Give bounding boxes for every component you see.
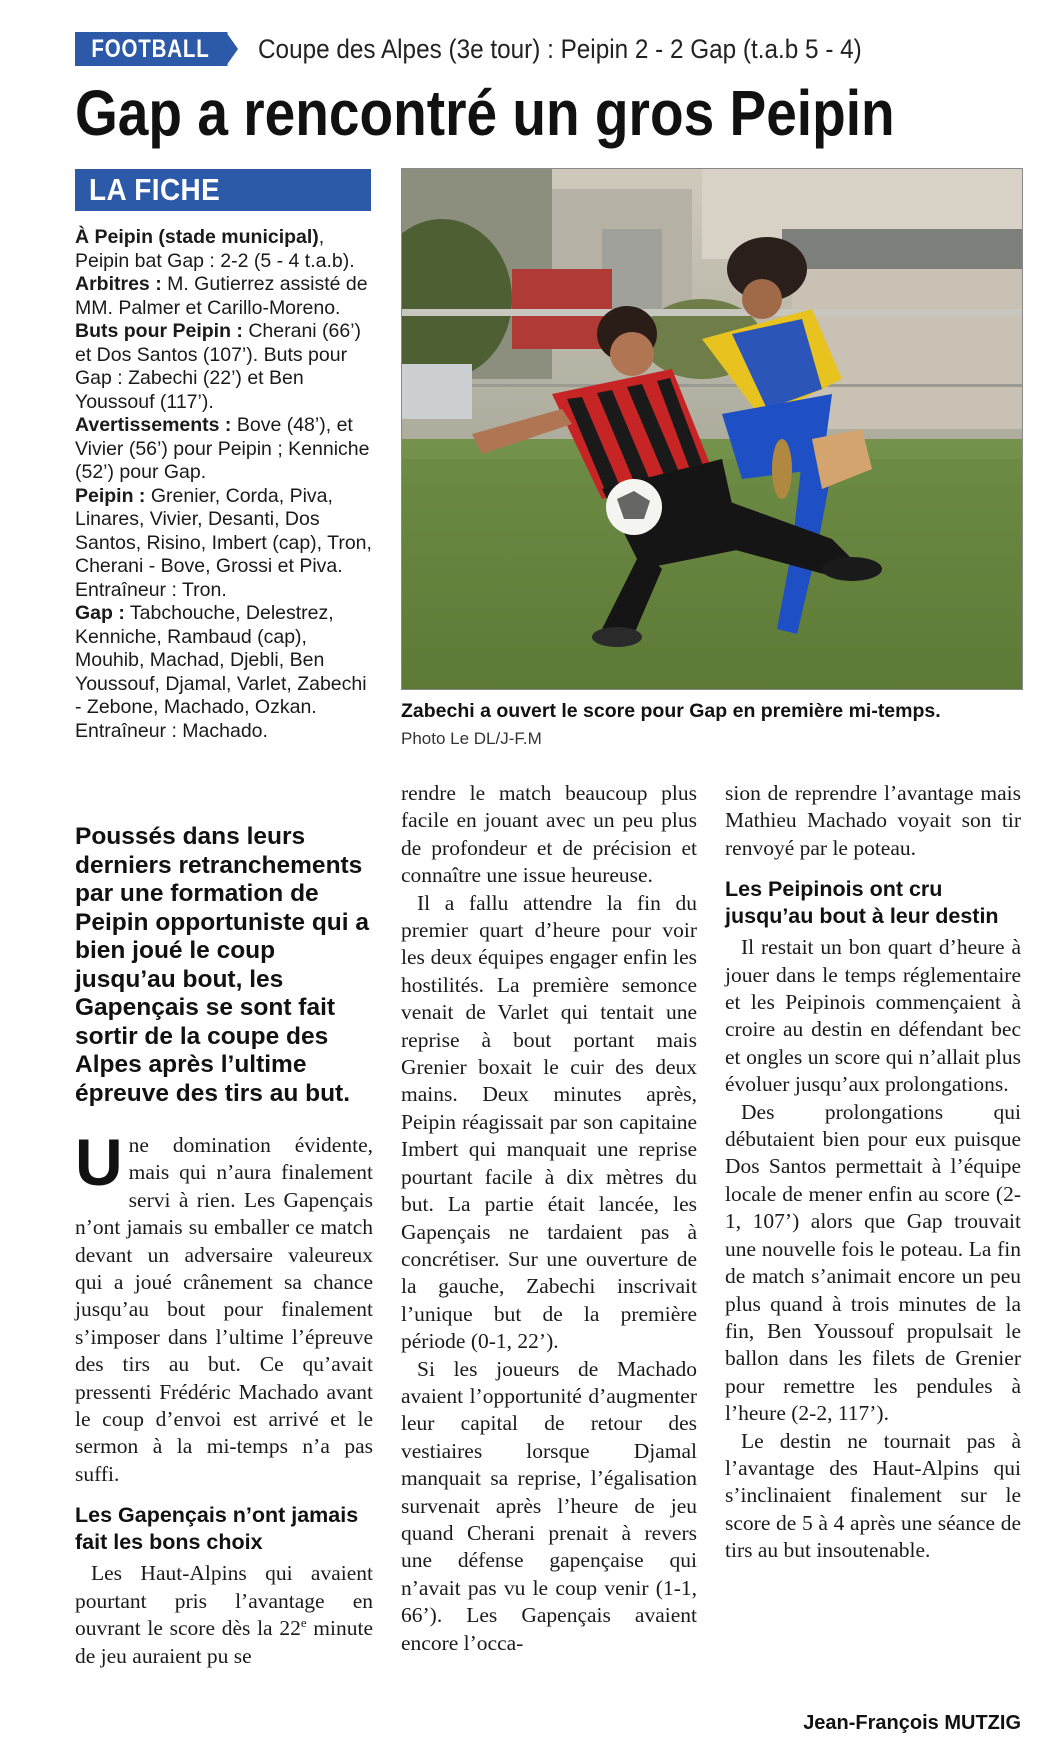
- article-column-3: [725, 780, 1021, 1565]
- fiche-line: Avertissements : Bove (48’), et Vivier (56’) pour Peipin ; Kenniche (52’) pour Gap.: [75, 414, 370, 483]
- article-paragraph: Il restait un bon quart d’heure à jouer dans le temps réglementaire et les Peipinois commençaient à croire au destin en défendant bec et ongles un score qui n’allait plus évoluer jusqu’aux prolongations.: [725, 935, 1021, 1097]
- article-paragraph: Des prolongations qui débutaient bien pour eux puisque Dos Santos permettait à l’équipe locale de mener enfin au score (2-1, 107’) alors que Gap trouvait une nouvelle fois le poteau. La fin de match s’animait encore un peu plus quand à trois minutes de la fin, Ben Youssouf propulsait le ballon dans les filets de Grenier pour remettre les pendules à l’heure (2-2, 117’).: [725, 1099, 1021, 1426]
- fiche-header: [75, 169, 371, 211]
- article-column-1: [75, 1125, 373, 1670]
- section-tag-arrow: [226, 32, 238, 66]
- article-paragraph: Les Haut-Alpins qui avaient pourtant pris l’avantage en ouvrant le score dès la 22e minute de jeu auraient pu se: [75, 1561, 373, 1668]
- fiche-line: Gap : Tabchouche, Delestrez, Kenniche, Rambaud (cap), Mouhib, Machad, Djebli, Ben Youssouf, Djamal, Varlet, Zabechi - Zebone, Machado, Ozkan. Entraîneur : Machado.: [75, 602, 367, 742]
- photo-credit: Photo Le DL/J-F.M: [401, 729, 542, 748]
- fiche-line: Buts pour Peipin : Cherani (66’) et Dos Santos (107’). Buts pour Gap : Zabechi (22’) et Ben Youssouf (117’).: [75, 320, 362, 413]
- article-lead: Poussés dans leurs derniers retranchements par une formation de Peipin opportuniste qui a bien joué le coup jusqu’au bout, les Gapençais se sont fait sortir de la coupe des Alpes après l’ultime épreuve des tirs au but.: [75, 823, 369, 1107]
- article-paragraph: Le destin ne tournait pas à l’avantage des Haut-Alpins qui s’inclinaient finalement sur le score de 5 à 4 après une séance de tirs au but insoutenable.: [725, 1428, 1021, 1563]
- match-photo: [401, 168, 1023, 690]
- article-column-2: [401, 780, 697, 1657]
- fiche-line: À Peipin (stade municipal), Peipin bat Gap : 2-2 (5 - 4 t.a.b).: [75, 226, 355, 272]
- photo-caption: Zabechi a ouvert le score pour Gap en première mi-temps.: [401, 700, 941, 722]
- subheading: Les Peipinois ont cru jusqu’au bout à leur destin: [725, 877, 999, 929]
- article-paragraph: Si les joueurs de Machado avaient l’opportunité d’augmenter leur capital de retour des vestiaires lorsque Djamal manquait sa reprise, l’égalisation survenait après l’heure de jeu quand Cherani prenait à revers une défense gapençaise qui n’avait pas vu le coup venir (1-1, 66’). Les Gapençais avaient encore l’occa-: [401, 1356, 697, 1655]
- headline: Gap a rencontré un gros Peipin: [75, 77, 895, 149]
- fiche-title: LA FICHE: [89, 172, 221, 207]
- section-tag: FOOTBALL: [75, 32, 228, 66]
- fiche-line: Arbitres : M. Gutierrez assisté de MM. Palmer et Carillo-Moreno.: [75, 273, 368, 319]
- article-paragraph: rendre le match beaucoup plus facile en jouant avec un peu plus de profondeur et de précision et connaître une issue heureuse.: [401, 781, 697, 888]
- section-kicker: [75, 32, 929, 66]
- match-subtitle: Coupe des Alpes (3e tour) : Peipin 2 - 2 Gap (t.a.b 5 - 4): [258, 33, 862, 64]
- subheading: Les Gapençais n’ont jamais fait les bons choix: [75, 1503, 359, 1555]
- fiche-line: Peipin : Grenier, Corda, Piva, Linares, Vivier, Desanti, Dos Santos, Risino, Imbert (cap), Tron, Cherani - Bove, Grossi et Piva. Entraîneur : Tron.: [75, 484, 372, 601]
- author-signature: Jean-François MUTZIG: [803, 1712, 1021, 1734]
- article-paragraph: Il a fallu attendre la fin du premier quart d’heure pour voir les deux équipes engager enfin les hostilités. La première semonce venait de Varlet qui tentait une reprise à bout portant mais Grenier boxait le cuir des deux mains. Deux minutes après, Peipin réagissait par son capitaine Imbert qui manquait une reprise pourtant facile à dix mètres du but. La partie était lancée, les Gapençais ne tardaient pas à concrétiser. Sur une ouverture de la gauche, Zabechi inscrivait l’unique but de la première période (0-1, 22’).: [401, 890, 697, 1354]
- drop-cap: U: [75, 1125, 123, 1199]
- article-paragraph: sion de reprendre l’avantage mais Mathieu Machado voyait son tir renvoyé par le poteau.: [725, 781, 1021, 860]
- fiche-box: [75, 226, 375, 743]
- photo-caption-block: [401, 700, 1021, 749]
- article-paragraph: Une domination évidente, mais qui n’aura finalement servi à rien. Les Gapençais n’ont jamais su emballer ce match devant un adversaire valeureux qui a joué crânement sa chance jusqu’au bout pour finalement s’imposer dans l’ultime l’épreuve des tirs au but. Ce qu’avait pressenti Frédéric Machado avant le coup d’envoi est arrivé et le sermon à la mi-temps n’a pas suffi.: [75, 1125, 373, 1486]
